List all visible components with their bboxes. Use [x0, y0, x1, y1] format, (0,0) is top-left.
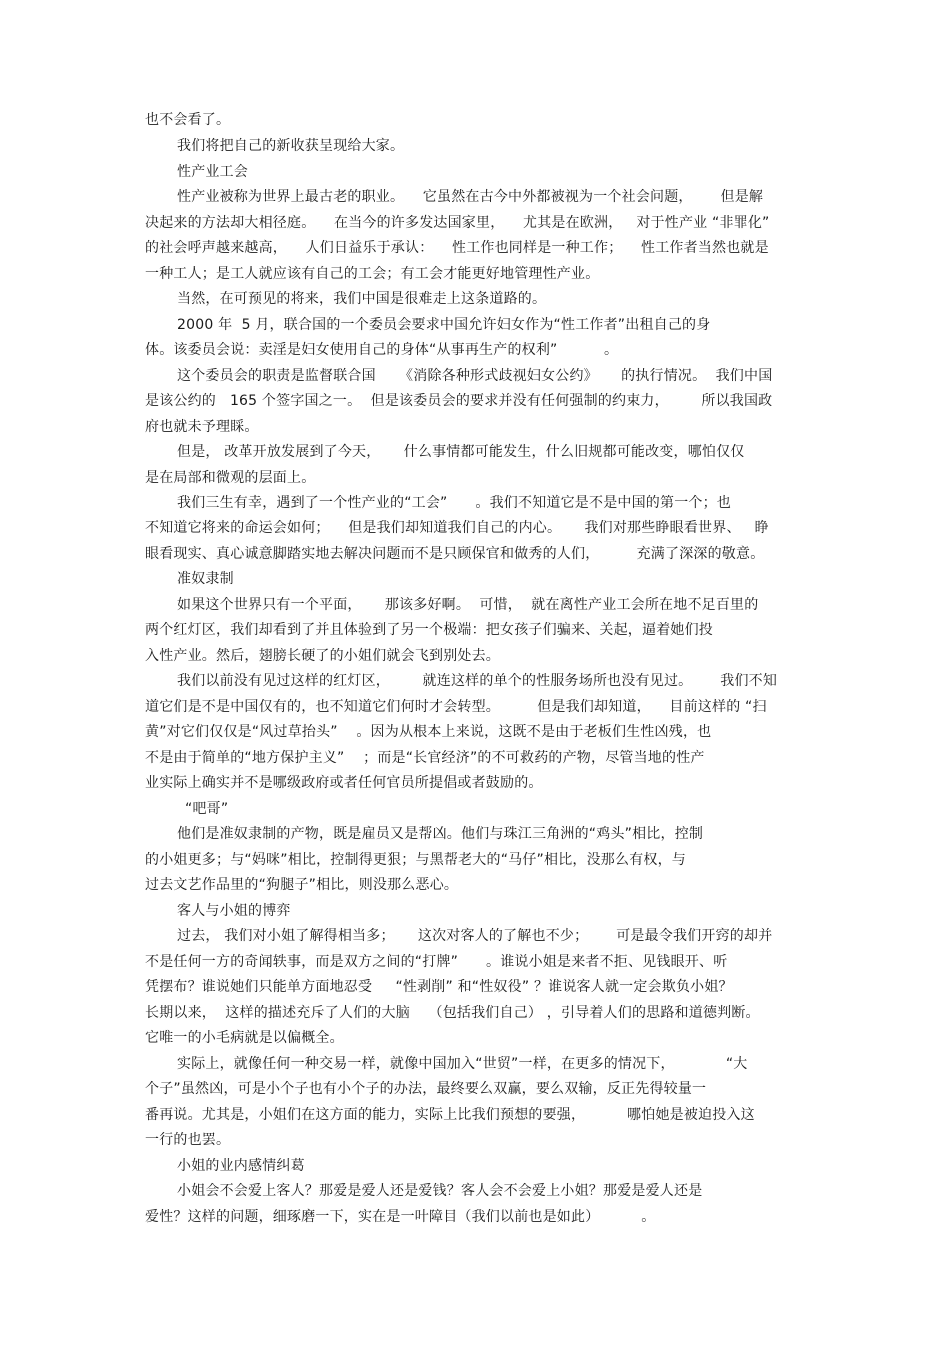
text-line: 他们是准奴隶制的产物，既是雇员又是帮凶。他们与珠江三角洲的“鸡头”相比，控制: [177, 826, 704, 842]
text-line: 过去文艺作品里的“狗腿子”相比，则没那么恶心。: [145, 877, 459, 893]
text-line: 小姐会不会爱上客人？那爱是爱人还是爱钱？客人会不会爱上小姐？那爱是爱人还是: [177, 1183, 703, 1199]
text-line: 客人与小姐的博弈: [177, 903, 291, 919]
text-line: 个子”虽然凶，可是小个子也有小个子的办法，最终要么双赢，要么双输，反正先得较量一: [145, 1081, 707, 1097]
text-line: 一行的也罢。: [145, 1132, 231, 1148]
text-line: 当然，在可预见的将来，我们中国是很难走上这条道路的。: [177, 291, 547, 307]
text-line: 入性产业。然后，翅膀长硬了的小姐们就会飞到别处去。: [145, 648, 500, 664]
text-line: 是在局部和微观的层面上。: [145, 470, 316, 486]
text-line: 2000 年 5 月，联合国的一个委员会要求中国允许妇女作为“性工作者”出租自己的身: [177, 317, 711, 333]
text-line: 两个红灯区，我们却看到了并且体验到了另一个极端：把女孩子们骗来、关起，逼着她们投: [145, 622, 713, 638]
text-line: 不知道它将来的命运会如何； 但是我们却知道我们自己的内心。 我们对那些睁眼看世界、 睁: [145, 520, 769, 536]
text-line: 也不会看了。: [145, 112, 231, 128]
text-line: 性产业被称为世界上最古老的职业。 它虽然在古今中外都被视为一个社会问题， 但是解: [177, 189, 764, 205]
text-line: 番再说。尤其是，小姐们在这方面的能力，实际上比我们预想的要强， 哪怕她是被迫投入这: [145, 1107, 755, 1123]
text-line: 道它们是不是中国仅有的，也不知道它们何时才会转型。 但是我们却知道， 目前这样的 “扫: [145, 699, 767, 715]
text-line: 这个委员会的职责是监督联合国 《消除各种形式歧视妇女公约》 的执行情况。 我们中国: [177, 368, 773, 384]
text-line: 不是任何一方的奇闻轶事，而是双方之间的“打牌” 。谁说小姐是来者不拒、见钱眼开、听: [145, 954, 728, 970]
text-line: 爱性？这样的问题，细琢磨一下，实在是一叶障目（我们以前也是如此） 。: [145, 1209, 656, 1225]
text-line: 不是由于简单的“地方保护主义” ；而是“长官经济”的不可救药的产物，尽管当地的性产: [145, 750, 705, 766]
text-line: 体。该委员会说：卖淫是妇女使用自己的身体“从事再生产的权利” 。: [145, 342, 619, 358]
text-line: 我们以前没有见过这样的红灯区， 就连这样的单个的性服务场所也没有见过。 我们不知: [177, 673, 778, 689]
text-line: 性产业工会: [177, 164, 248, 180]
text-line: 决起来的方法却大相径庭。 在当今的许多发达国家里， 尤其是在欧洲， 对于性产业 “非罪化”: [145, 215, 770, 231]
text-line: 我们三生有幸，遇到了一个性产业的“工会” 。我们不知道它是不是中国的第一个；也: [177, 495, 732, 511]
text-line: 眼看现实、真心诚意脚踏实地去解决问题而不是只顾保官和做秀的人们， 充满了深深的敬意。: [145, 546, 765, 562]
text-line: 业实际上确实并不是哪级政府或者任何官员所提倡或者鼓励的。: [145, 775, 543, 791]
text-line: 但是， 改革开放发展到了今天， 什么事情都可能发生，什么旧规都可能改变，哪怕仅仅: [177, 444, 745, 460]
text-line: 它唯一的小毛病就是以偏概全。: [145, 1030, 344, 1046]
text-line: 黄”对它们仅仅是“风过草抬头” 。因为从根本上来说，这既不是由于老板们生性凶残，也: [145, 724, 712, 740]
text-line: “吧哥”: [185, 801, 229, 817]
text-line: 一种工人；是工人就应该有自己的工会；有工会才能更好地管理性产业。: [145, 266, 600, 282]
text-line: 准奴隶制: [177, 571, 234, 587]
text-line: 实际上，就像任何一种交易一样，就像中国加入“世贸”一样，在更多的情况下， “大: [177, 1056, 748, 1072]
text-line: 过去， 我们对小姐了解得相当多； 这次对客人的了解也不少； 可是最令我们开窍的却并: [177, 928, 773, 944]
text-line: 如果这个世界只有一个平面， 那该多好啊。 可惜， 就在离性产业工会所在地不足百里的: [177, 597, 759, 613]
text-line: 是该公约的 165 个签字国之一。 但是该委员会的要求并没有任何强制的约束力， 所以我国政: [145, 393, 773, 409]
text-line: 凭摆布？谁说她们只能单方面地忍受 “性剥削” 和“性奴役” ？谁说客人就一定会欺负小姐？: [145, 979, 733, 995]
text-line: 长期以来， 这样的描述充斥了人们的大脑 （包括我们自己） ，引导着人们的思路和道德判断。: [145, 1005, 760, 1021]
text-line: 府也就未予理睬。: [145, 419, 259, 435]
text-line: 的社会呼声越来越高， 人们日益乐于承认： 性工作也同样是一种工作； 性工作者当然也就是: [145, 240, 769, 256]
text-line: 的小姐更多；与“妈咪”相比，控制得更狠；与黑帮老大的“马仔”相比，没那么有权，与: [145, 852, 687, 868]
text-line: 小姐的业内感情纠葛: [177, 1158, 305, 1174]
text-line: 我们将把自己的新收获呈现给大家。: [177, 138, 405, 154]
